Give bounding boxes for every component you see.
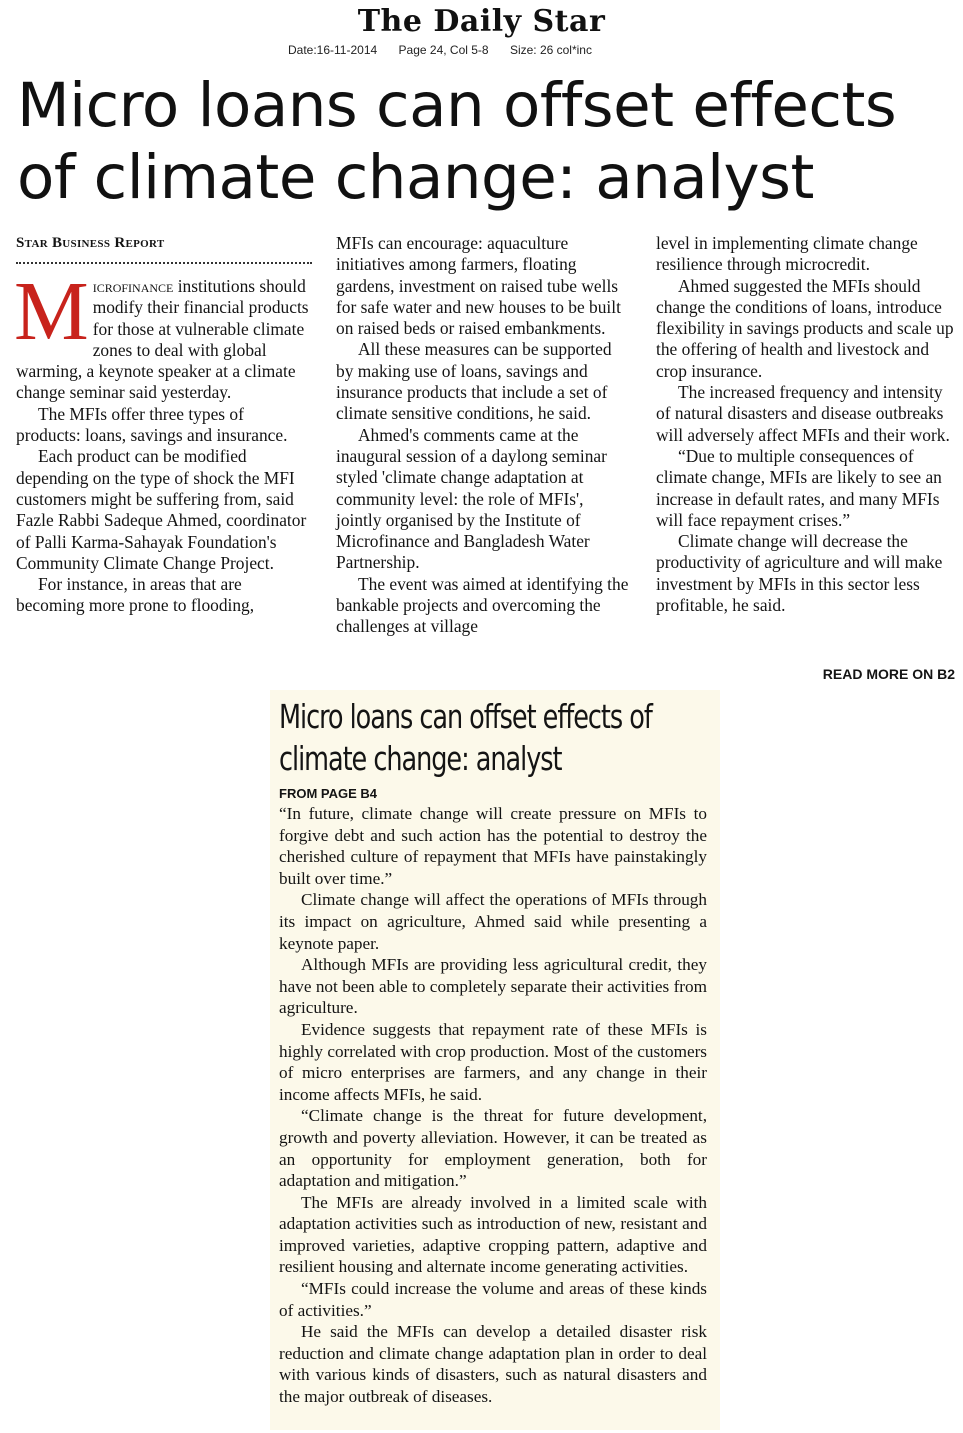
newspaper-logo: The Daily Star [357,4,606,39]
masthead [0,2,963,42]
paragraph-continued: MFIs can encourage: aquaculture initiatives among farmers, floating gardens, investment on raised tube wells for safe water and new houses to be built on raised beds or raised embankments. [336,233,621,339]
paragraph: “Climate change is the threat for future development, growth and poverty alleviation. However, it can be treated as an opportunity for employment generation, both for adaptation and mitigation.” [279,1106,707,1191]
article-column-2 [336,233,632,638]
paragraph: “In future, climate change will create pressure on MFIs to forgive debt and such action has the potential to destroy the cherished culture of repayment that MFIs have painstakingly built over time.” [279,804,707,888]
paragraph: He said the MFIs can develop a detailed disaster risk reduction and climate change adaptation plan in order to deal with various kinds of disasters, such as natural disasters and the major outbreak of diseases. [279,1322,707,1407]
clipping-date: Date:16-11-2014 [288,43,378,57]
paragraph: Ahmed's comments came at the inaugural session of a daylong seminar styled 'climate change adaptation at community level: the role of MFIs', jointly organised by the Institute of Microfinance and Bangladesh Water Partnership. [336,424,607,573]
paragraph: “Due to multiple consequences of climate change, MFIs are likely to see an increase in default rates, and many MFIs will face repayment crises.” [656,445,942,530]
clipping-size: Size: 26 col*inc [509,43,592,57]
continuation-headline [279,696,657,780]
clipping-meta [288,43,708,57]
article-column-3 [656,233,956,616]
article-column-1 [14,265,312,617]
continuation-headline-line-1: Micro loans can offset effects of [279,697,652,736]
paragraph: Each product can be modified depending on the type of shock the MFI customers might be suffering from, said Fazle Rabbi Sadeque Ahmed, coordinator of Palli Karma-Sahayak Foundation's Community Climate Change Project. [16,446,307,573]
paragraph: Climate change will affect the operations of MFIs through its impact on agriculture, Ahmed said while presenting a keynote paper. [279,890,707,953]
paragraph: Evidence suggests that repayment rate of these MFIs is highly correlated with crop production. Most of the customers of micro enterprises are farmers, and any change in their income affects MFIs, he said. [279,1019,707,1104]
continuation-column [279,803,707,1408]
clipping-page: Page 24, Col 5-8 [398,43,489,57]
paragraph: “MFIs could increase the volume and areas of these kinds of activities.” [279,1279,707,1320]
paragraph: Although MFIs are providing less agricultural credit, they have not been able to completely separate their activities from agriculture. [279,955,707,1018]
paragraph: The event was aimed at identifying the bankable projects and overcoming the challenges at village [336,573,629,637]
byline-divider [16,262,312,264]
from-page-label: FROM PAGE B4 [279,786,377,801]
lead-caps: icrofinance [92,276,174,296]
article-headline: Micro loans can offset effects of climate change: analyst [17,70,897,213]
paragraph: Ahmed suggested the MFIs should change the conditions of loans, introduce flexibility in savings products and scale up the offering of health and livestock and crop insurance. [656,275,954,381]
paragraph-continued: level in implementing climate change resilience through microcredit. [656,233,918,275]
paragraph: The MFIs are already involved in a limited scale with adaptation activities such as introduction of new, resistant and improved varieties, adaptive cropping pattern, adaptive and resilient housing and alternate income generating activities. [279,1192,707,1277]
paragraph: For instance, in areas that are becoming more prone to flooding, [16,574,255,616]
drop-cap: M [14,265,89,358]
read-more-note: READ MORE ON B2 [822,666,955,682]
byline: Star Business Report [16,235,165,251]
paragraph: The increased frequency and intensity of natural disasters and disease outbreaks will adversely affect MFIs and their work. [656,382,950,445]
lead-paragraph [14,265,312,404]
paragraph: The MFIs offer three types of products: loans, savings and insurance. [16,403,288,446]
paragraph: All these measures can be supported by making use of loans, savings and insurance products that include a set of climate sensitive conditions, he said. [336,339,612,424]
lead-text: institutions should modify their financial products for those at vulnerable climate zones to deal with global warming, a keynote speaker at a climate change seminar said yesterday. [16,276,309,403]
continuation-headline-line-2: climate change: analyst [279,739,562,778]
paragraph: Climate change will decrease the productivity of agriculture and will make investment by MFIs in this sector less profitable, he said. [656,531,943,616]
